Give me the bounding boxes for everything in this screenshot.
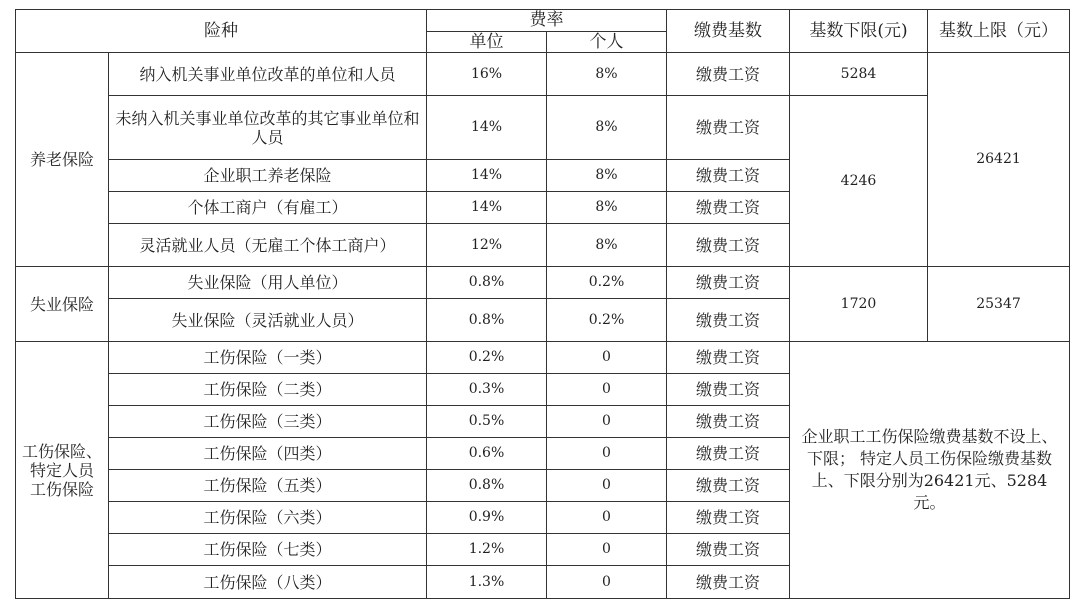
header-insurance-type: 险种 bbox=[16, 10, 427, 53]
item-name: 工伤保险（三类） bbox=[109, 406, 427, 438]
contribution-base-cell: 缴费工资 bbox=[667, 566, 790, 599]
injury-category-line: 工伤保险、 bbox=[21, 441, 102, 461]
unemployment-lower-limit: 1720 bbox=[790, 267, 928, 342]
rate-personal-cell: 0 bbox=[547, 406, 667, 438]
rate-personal-cell: 8% bbox=[547, 53, 667, 96]
rate-unit-cell: 1.3% bbox=[427, 566, 547, 599]
header-rate: 费率 bbox=[427, 10, 667, 32]
contribution-base-cell: 缴费工资 bbox=[667, 96, 790, 160]
item-name: 工伤保险（六类） bbox=[109, 502, 427, 534]
rate-unit-cell: 14% bbox=[427, 96, 547, 160]
header-rate-personal: 个人 bbox=[547, 32, 667, 53]
item-name: 灵活就业人员（无雇工个体工商户） bbox=[109, 224, 427, 267]
rate-unit-cell: 14% bbox=[427, 160, 547, 192]
insurance-rate-table bbox=[15, 9, 1070, 599]
header-base-lower-limit: 基数下限(元) bbox=[790, 10, 928, 53]
rate-personal-cell: 0 bbox=[547, 534, 667, 566]
table-row bbox=[16, 96, 1070, 160]
item-name: 工伤保险（二类） bbox=[109, 374, 427, 406]
injury-category-line: 工伤保险 bbox=[29, 479, 94, 499]
pension-category: 养老保险 bbox=[16, 53, 109, 267]
item-name: 工伤保险（五类） bbox=[109, 470, 427, 502]
rate-personal-cell: 0 bbox=[547, 342, 667, 374]
rate-personal-cell: 0 bbox=[547, 374, 667, 406]
rate-personal-cell: 8% bbox=[547, 160, 667, 192]
contribution-base-cell: 缴费工资 bbox=[667, 534, 790, 566]
pension-upper-limit: 26421 bbox=[928, 53, 1070, 267]
rate-personal-cell: 8% bbox=[547, 192, 667, 224]
header-base-upper-limit: 基数上限（元） bbox=[928, 10, 1070, 53]
rate-unit-cell: 0.3% bbox=[427, 374, 547, 406]
rate-personal-cell: 0 bbox=[547, 502, 667, 534]
rate-unit-cell: 12% bbox=[427, 224, 547, 267]
rate-unit-cell: 0.9% bbox=[427, 502, 547, 534]
contribution-base-cell: 缴费工资 bbox=[667, 192, 790, 224]
header-contribution-base: 缴费基数 bbox=[667, 10, 790, 53]
item-name: 工伤保险（七类） bbox=[109, 534, 427, 566]
item-name: 失业保险（灵活就业人员） bbox=[109, 299, 427, 342]
unemployment-upper-limit: 25347 bbox=[928, 267, 1070, 342]
item-name: 失业保险（用人单位） bbox=[109, 267, 427, 299]
contribution-base-cell: 缴费工资 bbox=[667, 267, 790, 299]
contribution-base-cell: 缴费工资 bbox=[667, 342, 790, 374]
item-name: 工伤保险（八类） bbox=[109, 566, 427, 599]
rate-unit-cell: 0.8% bbox=[427, 267, 547, 299]
item-name: 未纳入机关事业单位改革的其它事业单位和人员 bbox=[109, 96, 427, 160]
rate-personal-cell: 0 bbox=[547, 438, 667, 470]
rate-unit-cell: 14% bbox=[427, 192, 547, 224]
contribution-base-cell: 缴费工资 bbox=[667, 502, 790, 534]
contribution-base-cell: 缴费工资 bbox=[667, 53, 790, 96]
rate-personal-cell: 0.2% bbox=[547, 299, 667, 342]
pension-lower-limit-5284: 5284 bbox=[790, 53, 928, 96]
injury-base-limit-note: 企业职工工伤保险缴费基数不设上、下限； 特定人员工伤保险缴费基数上、下限分别为26421元、5284元。 bbox=[790, 342, 1070, 599]
rate-unit-cell: 0.8% bbox=[427, 470, 547, 502]
injury-category-line: 特定人员 bbox=[29, 460, 94, 480]
rate-unit-cell: 16% bbox=[427, 53, 547, 96]
header-rate-unit: 单位 bbox=[427, 32, 547, 53]
contribution-base-cell: 缴费工资 bbox=[667, 470, 790, 502]
contribution-base-cell: 缴费工资 bbox=[667, 160, 790, 192]
rate-personal-cell: 0.2% bbox=[547, 267, 667, 299]
rate-unit-cell: 0.2% bbox=[427, 342, 547, 374]
contribution-base-cell: 缴费工资 bbox=[667, 438, 790, 470]
contribution-base-cell: 缴费工资 bbox=[667, 299, 790, 342]
table-row bbox=[16, 342, 1070, 374]
rate-unit-cell: 0.6% bbox=[427, 438, 547, 470]
item-name: 纳入机关事业单位改革的单位和人员 bbox=[109, 53, 427, 96]
unemployment-category: 失业保险 bbox=[16, 267, 109, 342]
rate-personal-cell: 0 bbox=[547, 470, 667, 502]
pension-lower-limit-4246: 4246 bbox=[790, 96, 928, 267]
item-name: 工伤保险（一类） bbox=[109, 342, 427, 374]
rate-personal-cell: 8% bbox=[547, 96, 667, 160]
rate-personal-cell: 0 bbox=[547, 566, 667, 599]
item-name: 企业职工养老保险 bbox=[109, 160, 427, 192]
contribution-base-cell: 缴费工资 bbox=[667, 406, 790, 438]
rate-unit-cell: 1.2% bbox=[427, 534, 547, 566]
item-name: 工伤保险（四类） bbox=[109, 438, 427, 470]
injury-category bbox=[16, 342, 109, 599]
rate-personal-cell: 8% bbox=[547, 224, 667, 267]
rate-unit-cell: 0.8% bbox=[427, 299, 547, 342]
table-row bbox=[16, 267, 1070, 299]
rate-unit-cell: 0.5% bbox=[427, 406, 547, 438]
contribution-base-cell: 缴费工资 bbox=[667, 224, 790, 267]
item-name: 个体工商户（有雇工） bbox=[109, 192, 427, 224]
contribution-base-cell: 缴费工资 bbox=[667, 374, 790, 406]
table-row bbox=[16, 53, 1070, 96]
